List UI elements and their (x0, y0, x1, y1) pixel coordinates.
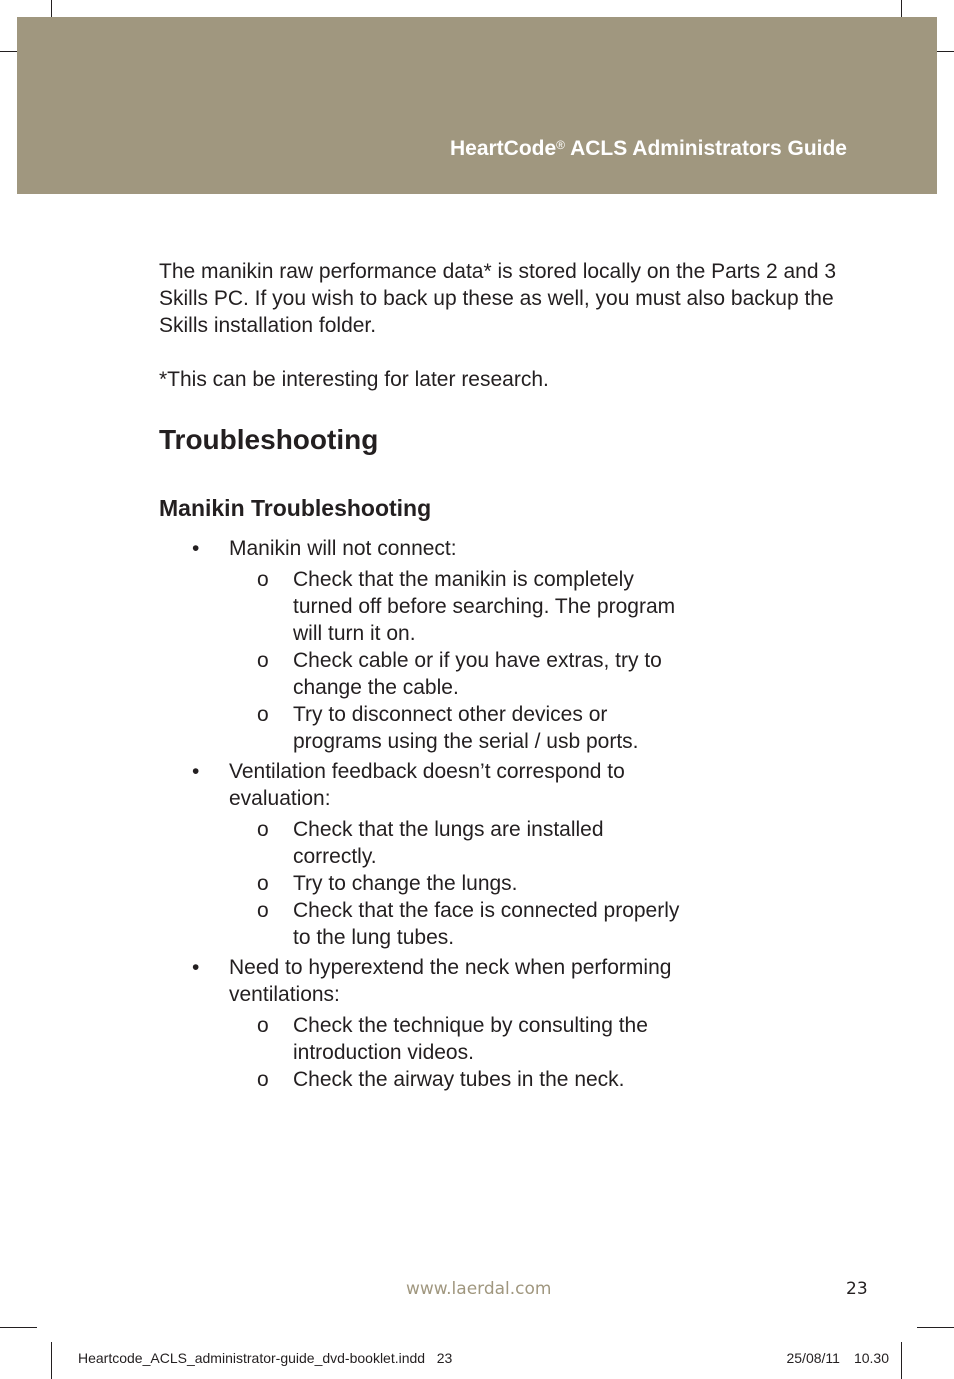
sub-list (229, 566, 719, 755)
sub-bullet-icon: o (257, 649, 269, 672)
page-content (159, 258, 839, 1096)
sub-bullet-icon: o (257, 1014, 269, 1037)
crop-mark (51, 1342, 52, 1379)
sub-list-item (229, 816, 683, 870)
list-item (159, 954, 719, 1093)
list-item-text: Ventilation feedback doesn’t correspond to evaluation: (229, 760, 625, 810)
sub-list-item (229, 647, 683, 701)
bullet-icon: • (192, 537, 200, 560)
header-title (450, 137, 847, 161)
header-title-suffix: ACLS Administrators Guide (565, 137, 847, 160)
sub-bullet-icon: o (257, 1068, 269, 1091)
sub-bullet-icon: o (257, 872, 269, 895)
footer-url: www.laerdal.com (406, 1279, 552, 1299)
crop-mark (0, 1327, 37, 1328)
footnote-paragraph: *This can be interesting for later research. (159, 368, 549, 391)
sub-list-item-text: Check the airway tubes in the neck. (293, 1068, 625, 1091)
sub-list-item-text: Check cable or if you have extras, try to change the cable. (293, 649, 662, 699)
sub-list-item (229, 1012, 683, 1066)
crop-mark (901, 1342, 902, 1379)
sub-bullet-icon: o (257, 818, 269, 841)
header-band (17, 17, 937, 194)
troubleshooting-list (159, 535, 839, 1093)
slug-date: 25/08/11 (786, 1350, 840, 1366)
list-item-text: Need to hyperextend the neck when performing ventilations: (229, 956, 672, 1006)
intro-paragraph: The manikin raw performance data* is stored locally on the Parts 2 and 3 Skills PC. If you wish to back up these as well, you must also backup the Skills installation folder. (159, 260, 837, 337)
sub-bullet-icon: o (257, 703, 269, 726)
slug-time: 10.30 (853, 1350, 889, 1366)
sub-list-item-text: Try to disconnect other devices or programs using the serial / usb ports. (293, 703, 639, 753)
sub-list (229, 1012, 719, 1093)
registered-mark: ® (556, 138, 566, 152)
sub-bullet-icon: o (257, 899, 269, 922)
sub-list-item-text: Check that the lungs are installed correctly. (293, 818, 604, 868)
sub-list (229, 816, 719, 951)
sub-list-item (229, 870, 683, 897)
sub-list-item (229, 897, 683, 951)
section-heading: Troubleshooting (159, 424, 379, 455)
list-item-text: Manikin will not connect: (229, 537, 457, 560)
bullet-icon: • (192, 956, 200, 979)
page-number: 23 (846, 1279, 868, 1299)
list-item (159, 758, 719, 951)
sub-list-item-text: Check that the face is connected properly to the lung tubes. (293, 899, 680, 949)
sub-list-item (229, 1066, 683, 1093)
sub-list-item-text: Check the technique by consulting the introduction videos. (293, 1014, 648, 1064)
subsection-heading: Manikin Troubleshooting (159, 495, 432, 521)
slug-filename: Heartcode_ACLS_administrator-guide_dvd-booklet.indd 23 (78, 1350, 453, 1366)
sub-list-item-text: Try to change the lungs. (293, 872, 518, 895)
list-item (159, 535, 719, 755)
bullet-icon: • (192, 760, 200, 783)
slug-timestamp (786, 1350, 889, 1366)
sub-bullet-icon: o (257, 568, 269, 591)
crop-mark (917, 1327, 954, 1328)
header-title-prefix: HeartCode (449, 137, 557, 160)
sub-list-item (229, 701, 683, 755)
sub-list-item-text: Check that the manikin is completely turned off before searching. The program will turn it on. (293, 568, 676, 645)
sub-list-item (229, 566, 683, 647)
